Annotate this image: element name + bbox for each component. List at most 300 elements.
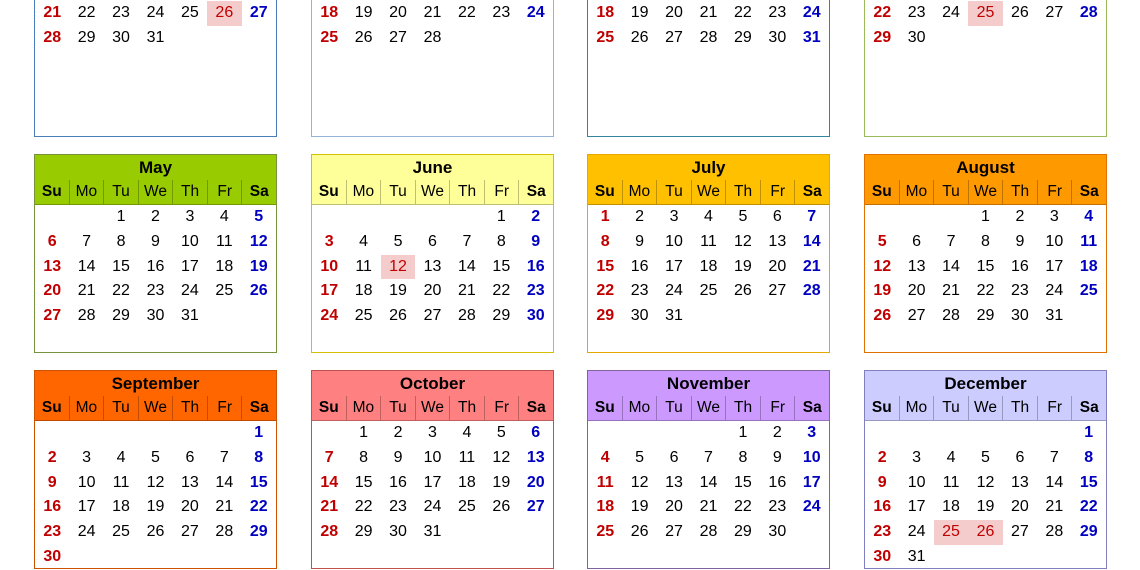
weekday-label: Th: [173, 396, 208, 421]
week-row: [865, 520, 1106, 545]
weekday-label: Sa: [1072, 396, 1106, 421]
day-cell: 4: [116, 448, 126, 466]
month-calendar: [311, 0, 554, 137]
day-cell: 19: [492, 473, 511, 491]
day-cell: 20: [768, 257, 787, 275]
day-cell: 26: [492, 498, 511, 516]
day-cell: 30: [768, 523, 787, 541]
day-cell: 25: [699, 282, 718, 300]
month-calendar: [311, 370, 554, 569]
week-row: [588, 255, 829, 280]
day-cell: 17: [665, 257, 683, 275]
month-calendar: [587, 370, 830, 569]
weekday-label: Tu: [934, 180, 969, 205]
day-cell: 2: [772, 424, 782, 441]
day-cell: 2: [151, 208, 160, 225]
week-row: [865, 1, 1106, 26]
day-cell: 12: [249, 232, 268, 250]
day-cell: 23: [907, 4, 926, 22]
day-cell: 27: [423, 307, 442, 325]
day-cell: 23: [630, 282, 649, 300]
week-row: [312, 205, 553, 230]
weekday-label: Mo: [347, 180, 382, 205]
day-cell: 3: [669, 208, 679, 225]
day-cell: 12: [976, 473, 995, 491]
day-cell: 31: [907, 547, 926, 565]
day-cell: 6: [772, 208, 782, 225]
weekday-label: Sa: [795, 180, 829, 205]
day-cell: 25: [181, 4, 199, 22]
week-row: [312, 446, 553, 471]
day-cell: [795, 520, 829, 545]
day-cell: 4: [946, 448, 956, 466]
weekday-label: Tu: [104, 180, 139, 205]
day-cell: 19: [734, 257, 752, 275]
day-cell: [968, 421, 1002, 446]
day-cell: [35, 421, 69, 446]
weekday-label: We: [692, 180, 727, 205]
weekday-label: Th: [450, 396, 485, 421]
day-cell: 27: [389, 29, 407, 47]
day-cell: [138, 421, 172, 446]
day-cell: 28: [699, 29, 718, 47]
day-cell: [1003, 545, 1037, 570]
week-row: [865, 304, 1106, 329]
day-cell: 18: [1079, 257, 1098, 275]
day-cell: 4: [219, 208, 229, 225]
day-cell: [450, 205, 484, 230]
weekday-header: [35, 180, 276, 205]
day-cell: [312, 421, 346, 446]
day-cell: 14: [215, 473, 234, 491]
day-cell: 20: [423, 282, 442, 300]
weekday-label: Mo: [623, 396, 658, 421]
weekday-header: [588, 396, 829, 421]
day-grid: [865, 421, 1106, 570]
day-cell: 23: [43, 523, 62, 541]
day-cell: 7: [807, 208, 817, 225]
weekday-label: Fr: [1038, 396, 1073, 421]
month-calendar: [587, 154, 830, 353]
weekday-label: Su: [35, 396, 70, 421]
day-grid: [865, 205, 1106, 329]
day-grid: [312, 205, 553, 329]
day-cell: 30: [873, 547, 892, 565]
day-cell: 10: [181, 232, 199, 250]
weekday-label: We: [692, 396, 727, 421]
day-cell: [760, 304, 794, 329]
day-cell: 23: [492, 4, 511, 22]
day-cell: 10: [423, 448, 442, 466]
day-cell: [934, 26, 968, 51]
day-cell: 25: [112, 523, 130, 541]
day-cell: 2: [877, 448, 887, 466]
day-cell: 30: [389, 523, 407, 541]
day-cell: 26: [354, 29, 373, 47]
day-grid: [35, 0, 276, 51]
week-row: [35, 255, 276, 280]
day-cell: 9: [1015, 232, 1025, 250]
day-cell: 11: [1080, 232, 1098, 250]
day-cell: 22: [734, 498, 752, 516]
day-cell: [795, 304, 829, 329]
day-cell: 30: [1011, 307, 1029, 325]
day-cell: 23: [112, 4, 130, 22]
month-calendar: [864, 0, 1107, 137]
day-cell: 21: [1045, 498, 1064, 516]
day-cell: 1: [359, 424, 369, 441]
day-cell: 20: [1011, 498, 1029, 516]
weekday-label: Th: [726, 396, 761, 421]
weekday-label: Sa: [1072, 180, 1106, 205]
day-cell: 17: [423, 473, 442, 491]
weekday-label: Tu: [657, 180, 692, 205]
weekday-label: Mo: [347, 396, 382, 421]
day-cell: 19: [873, 282, 892, 300]
day-cell: 6: [1015, 448, 1025, 466]
day-cell: [207, 421, 241, 446]
week-row: [35, 1, 276, 26]
day-cell: 24: [181, 282, 199, 300]
day-cell: 31: [181, 307, 199, 325]
day-cell: 21: [43, 4, 62, 22]
day-cell: 21: [423, 4, 442, 22]
day-cell: 16: [1011, 257, 1029, 275]
day-cell: [484, 26, 518, 51]
day-cell: 15: [1079, 473, 1098, 491]
weekday-header: [312, 396, 553, 421]
day-cell: 31: [665, 307, 683, 325]
day-cell: 22: [873, 4, 892, 22]
day-cell: 25: [215, 282, 234, 300]
day-cell: 15: [976, 257, 995, 275]
day-grid: [865, 0, 1106, 51]
day-cell: 27: [249, 4, 268, 22]
day-cell: [207, 304, 241, 329]
day-cell: 7: [704, 448, 713, 466]
day-cell: 26: [734, 282, 752, 300]
day-cell: 28: [802, 282, 821, 300]
day-cell: 9: [531, 232, 541, 250]
week-row: [35, 545, 276, 570]
day-cell: 20: [665, 498, 683, 516]
day-cell: [934, 205, 968, 230]
day-cell: [242, 545, 276, 570]
day-cell: 8: [116, 232, 126, 250]
week-row: [35, 495, 276, 520]
week-row: [588, 520, 829, 545]
day-cell: 17: [802, 473, 821, 491]
week-row: [312, 26, 553, 51]
week-row: [35, 279, 276, 304]
day-cell: 29: [1079, 523, 1098, 541]
weekday-label: Mo: [70, 180, 105, 205]
day-grid: [35, 421, 276, 570]
day-cell: 29: [354, 523, 373, 541]
day-cell: 10: [320, 257, 339, 275]
day-cell: 2: [393, 424, 403, 441]
week-row: [865, 421, 1106, 446]
day-cell: 7: [946, 232, 956, 250]
day-cell: 8: [254, 448, 264, 466]
day-cell: 4: [1084, 208, 1094, 225]
day-cell: 21: [699, 498, 718, 516]
weekday-label: Tu: [934, 396, 969, 421]
day-cell: 18: [942, 498, 960, 516]
day-cell: 12: [873, 257, 892, 275]
day-cell: 26: [630, 523, 649, 541]
week-row: [588, 1, 829, 26]
day-cell: 28: [1045, 523, 1064, 541]
day-cell: 6: [47, 232, 57, 250]
day-cell: 5: [981, 448, 990, 466]
day-cell: 16: [873, 498, 892, 516]
day-cell: 28: [942, 307, 960, 325]
month-name: October: [312, 371, 553, 396]
week-row: [312, 471, 553, 496]
day-cell: 15: [734, 473, 752, 491]
weekday-label: Mo: [623, 180, 658, 205]
day-cell: [450, 520, 484, 545]
day-cell: 19: [354, 4, 373, 22]
month-calendar: [587, 0, 830, 137]
day-cell: 8: [981, 232, 990, 250]
day-grid: [588, 0, 829, 51]
day-grid: [588, 421, 829, 545]
day-cell: 7: [324, 448, 334, 466]
day-cell: 19: [630, 4, 649, 22]
day-cell: [69, 421, 103, 446]
day-cell: 7: [1049, 448, 1059, 466]
weekday-label: Su: [588, 180, 623, 205]
day-cell: 14: [699, 473, 718, 491]
day-cell: 30: [526, 307, 545, 325]
day-cell: 5: [151, 448, 160, 466]
weekday-label: Tu: [104, 396, 139, 421]
day-cell: 29: [492, 307, 511, 325]
day-cell: 8: [496, 232, 506, 250]
day-cell: [622, 421, 656, 446]
day-cell: 13: [181, 473, 199, 491]
day-cell: 4: [462, 424, 472, 441]
weekday-label: Su: [312, 396, 347, 421]
week-row: [35, 471, 276, 496]
day-cell: 12: [492, 448, 511, 466]
day-cell: 1: [600, 208, 610, 225]
month-name: November: [588, 371, 829, 396]
week-row: [35, 446, 276, 471]
day-cell: [1037, 26, 1071, 51]
day-cell: 5: [635, 448, 645, 466]
day-cell: 13: [43, 257, 62, 275]
day-cell: [138, 545, 172, 570]
day-cell: 16: [630, 257, 649, 275]
day-cell: [450, 26, 484, 51]
day-cell: 18: [699, 257, 718, 275]
weekday-label: Su: [35, 180, 70, 205]
day-cell: 16: [768, 473, 787, 491]
day-cell: 29: [249, 523, 268, 541]
day-cell: 22: [77, 4, 96, 22]
week-row: [588, 495, 829, 520]
day-cell: [899, 421, 933, 446]
day-cell: [588, 421, 622, 446]
week-row: [588, 26, 829, 51]
month-calendar: [864, 370, 1107, 569]
day-cell: 24: [665, 282, 683, 300]
day-cell: 24: [320, 307, 339, 325]
day-cell: 24: [942, 4, 960, 22]
day-cell: [1037, 421, 1071, 446]
day-cell: 23: [389, 498, 407, 516]
day-cell: [934, 545, 968, 570]
day-cell: 3: [807, 424, 817, 441]
day-cell: 23: [768, 498, 787, 516]
day-cell: [691, 304, 725, 329]
day-cell: 31: [146, 29, 165, 47]
day-cell: 18: [596, 4, 615, 22]
week-row: [312, 230, 553, 255]
month-calendar: [864, 154, 1107, 353]
day-cell: 7: [462, 232, 472, 250]
day-cell: 5: [738, 208, 748, 225]
week-row: [588, 304, 829, 329]
day-cell: 3: [428, 424, 437, 441]
day-cell: 13: [1011, 473, 1029, 491]
day-cell: 17: [181, 257, 199, 275]
day-cell: 5: [393, 232, 403, 250]
day-cell: 29: [734, 523, 752, 541]
day-cell: 28: [77, 307, 96, 325]
day-cell: 22: [734, 4, 752, 22]
day-cell: [104, 421, 138, 446]
day-cell: 22: [249, 498, 268, 516]
day-cell: [484, 520, 518, 545]
day-cell: 14: [942, 257, 960, 275]
month-name: August: [865, 155, 1106, 180]
day-cell: 23: [873, 523, 892, 541]
day-cell: 17: [907, 498, 926, 516]
day-cell: [934, 421, 968, 446]
day-cell: 3: [1049, 208, 1059, 225]
day-cell: 12: [146, 473, 165, 491]
day-cell: 30: [146, 307, 165, 325]
weekday-label: We: [416, 396, 451, 421]
week-row: [588, 230, 829, 255]
week-row: [865, 545, 1106, 570]
week-row: [312, 421, 553, 446]
day-cell: 24: [907, 523, 926, 541]
day-cell: 26: [146, 523, 165, 541]
week-row: [312, 495, 553, 520]
day-cell: 3: [324, 232, 334, 250]
day-cell: 16: [146, 257, 165, 275]
day-cell: 22: [112, 282, 130, 300]
day-cell: 10: [77, 473, 96, 491]
day-cell: 28: [1079, 4, 1098, 22]
day-cell: 25: [968, 1, 1002, 26]
weekday-label: Tu: [657, 396, 692, 421]
weekday-header: [588, 180, 829, 205]
week-row: [865, 255, 1106, 280]
weekday-label: Mo: [900, 396, 935, 421]
week-row: [312, 304, 553, 329]
day-cell: [899, 205, 933, 230]
day-cell: 1: [1084, 424, 1094, 441]
day-cell: 15: [596, 257, 615, 275]
day-cell: 25: [458, 498, 476, 516]
week-row: [588, 471, 829, 496]
day-cell: [346, 205, 380, 230]
week-row: [865, 205, 1106, 230]
day-cell: 12: [734, 232, 752, 250]
weekday-header: [865, 180, 1106, 205]
day-cell: [312, 205, 346, 230]
week-row: [312, 279, 553, 304]
day-cell: 18: [320, 4, 339, 22]
week-row: [35, 26, 276, 51]
day-cell: 25: [1079, 282, 1098, 300]
month-calendar: [311, 154, 554, 353]
day-cell: [865, 421, 899, 446]
day-cell: 27: [181, 523, 199, 541]
weekday-label: Fr: [485, 180, 520, 205]
day-cell: 14: [1045, 473, 1064, 491]
weekday-label: Fr: [761, 396, 796, 421]
day-cell: 21: [458, 282, 476, 300]
day-cell: 5: [254, 208, 264, 225]
day-cell: 22: [976, 282, 995, 300]
day-cell: 1: [254, 424, 264, 441]
weekday-label: Sa: [519, 180, 553, 205]
day-cell: [1072, 26, 1106, 51]
day-cell: 14: [320, 473, 339, 491]
day-cell: 7: [82, 232, 92, 250]
day-cell: 26: [1011, 4, 1029, 22]
day-cell: 29: [734, 29, 752, 47]
day-cell: 3: [912, 448, 922, 466]
day-cell: 31: [1045, 307, 1064, 325]
day-cell: 15: [112, 257, 130, 275]
day-cell: 6: [912, 232, 922, 250]
day-cell: 22: [354, 498, 373, 516]
weekday-label: Sa: [795, 396, 829, 421]
day-cell: 11: [596, 473, 614, 491]
day-cell: 23: [768, 4, 787, 22]
day-cell: 29: [976, 307, 995, 325]
week-row: [35, 520, 276, 545]
day-cell: [381, 205, 415, 230]
day-cell: 3: [185, 208, 195, 225]
weekday-label: Su: [312, 180, 347, 205]
day-cell: [415, 205, 449, 230]
week-row: [865, 279, 1106, 304]
day-cell: 24: [146, 4, 165, 22]
day-cell: 27: [907, 307, 926, 325]
day-cell: 20: [526, 473, 545, 491]
day-cell: [104, 545, 138, 570]
day-cell: 11: [112, 473, 130, 491]
day-cell: 9: [393, 448, 403, 466]
day-cell: 9: [151, 232, 160, 250]
day-grid: [312, 421, 553, 545]
day-cell: 15: [492, 257, 511, 275]
day-cell: 28: [215, 523, 234, 541]
weekday-label: Th: [726, 180, 761, 205]
day-cell: 9: [877, 473, 887, 491]
day-cell: 18: [354, 282, 373, 300]
day-cell: 24: [802, 498, 821, 516]
